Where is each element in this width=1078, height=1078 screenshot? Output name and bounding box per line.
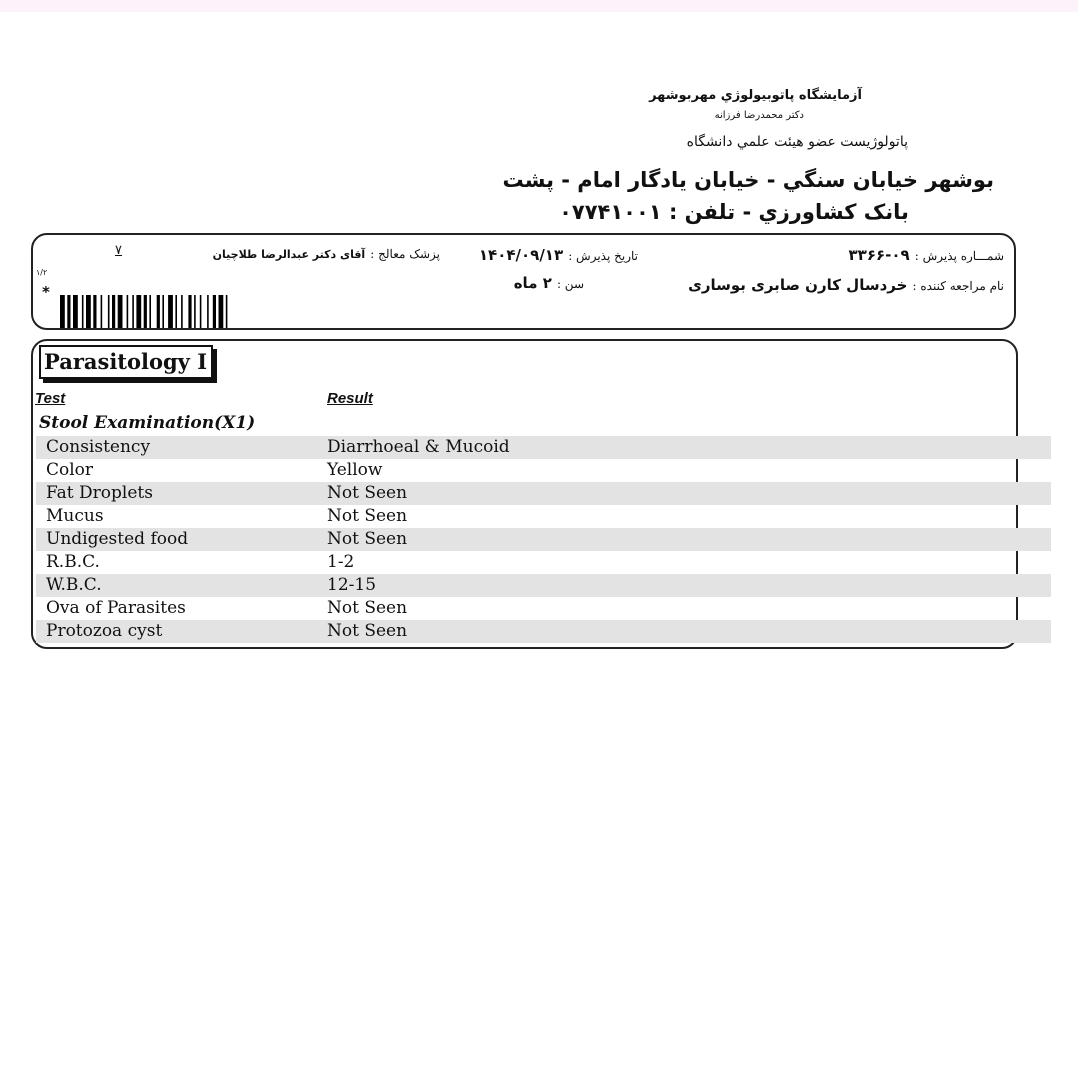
table-row	[36, 459, 1051, 482]
patient-name-label: نام مراجعه کننده :	[912, 279, 1004, 293]
admission-date-value: ۱۴۰۴/۰۹/۱۳	[478, 246, 564, 264]
result-column-header: Result	[327, 390, 373, 407]
table-row	[36, 505, 1051, 528]
test-result: Not Seen	[327, 598, 408, 618]
physician-value: آقای دکتر عبدالرضا طلاچیان	[212, 248, 366, 261]
top-strip	[0, 0, 1078, 12]
section-title: Parasitology I	[39, 345, 213, 379]
table-row	[36, 551, 1051, 574]
test-name: R.B.C.	[46, 552, 100, 572]
results-table	[36, 436, 1051, 643]
table-row	[36, 574, 1051, 597]
accession-value: ۰۹-۳۳۶۶	[848, 246, 910, 264]
test-result: Diarrhoeal & Mucoid	[327, 437, 510, 457]
page-number: ۱/۲	[36, 268, 48, 277]
barcode-star: *	[42, 283, 50, 301]
table-row	[36, 597, 1051, 620]
age-label: سن :	[556, 277, 584, 291]
test-name: W.B.C.	[46, 575, 102, 595]
test-name: Consistency	[46, 437, 151, 457]
patient-name	[688, 275, 1004, 294]
table-row	[36, 528, 1051, 551]
test-result: 1-2	[327, 552, 355, 572]
age-value: ۲ ماه	[513, 274, 552, 292]
test-column-header: Test	[35, 390, 66, 407]
table-row	[36, 482, 1051, 505]
test-result: Not Seen	[327, 621, 408, 641]
accession-number	[849, 245, 1004, 264]
test-result: Yellow	[327, 460, 383, 480]
admission-date-label: تاریخ پذیرش :	[568, 249, 638, 263]
table-row	[36, 436, 1051, 459]
table-row	[36, 620, 1051, 643]
patient-name-value: خردسال کارن صابری بوساری	[688, 276, 908, 294]
lab-address: بوشهر خیابان سنگي - خیابان یادگار امام - پشت	[502, 168, 994, 192]
test-group-title: Stool Examination(X1)	[39, 413, 256, 433]
test-name: Protozoa cyst	[46, 621, 163, 641]
test-name: Fat Droplets	[46, 483, 153, 503]
lab-doctor: دکتر محمدرضا فرزانه	[714, 110, 804, 121]
patient-info-box	[31, 233, 1016, 330]
test-name: Color	[46, 460, 94, 480]
physician	[213, 243, 440, 262]
patient-age	[514, 273, 584, 292]
barcode-image	[60, 295, 282, 328]
test-result: Not Seen	[327, 483, 408, 503]
lab-name: آزمایشگاه پاتوبیولوژي مهربوشهر	[649, 88, 862, 103]
physician-label: پزشک معالج :	[370, 247, 440, 261]
lab-title: پاتولوژیست عضو هیئت علمي دانشگاه	[686, 134, 908, 150]
admission-date	[479, 245, 638, 264]
test-result: Not Seen	[327, 529, 408, 549]
test-result: Not Seen	[327, 506, 408, 526]
test-result: 12-15	[327, 575, 377, 595]
lab-bank-phone: بانک کشاورزي - تلفن : ۰۷۷۴۱۰۰۱	[559, 200, 909, 224]
test-name: Undigested food	[46, 529, 189, 549]
accession-label: شمـــاره پذیرش :	[914, 249, 1004, 263]
test-name: Ova of Parasites	[46, 598, 186, 618]
record-code: ۷	[115, 243, 122, 258]
test-name: Mucus	[46, 506, 104, 526]
